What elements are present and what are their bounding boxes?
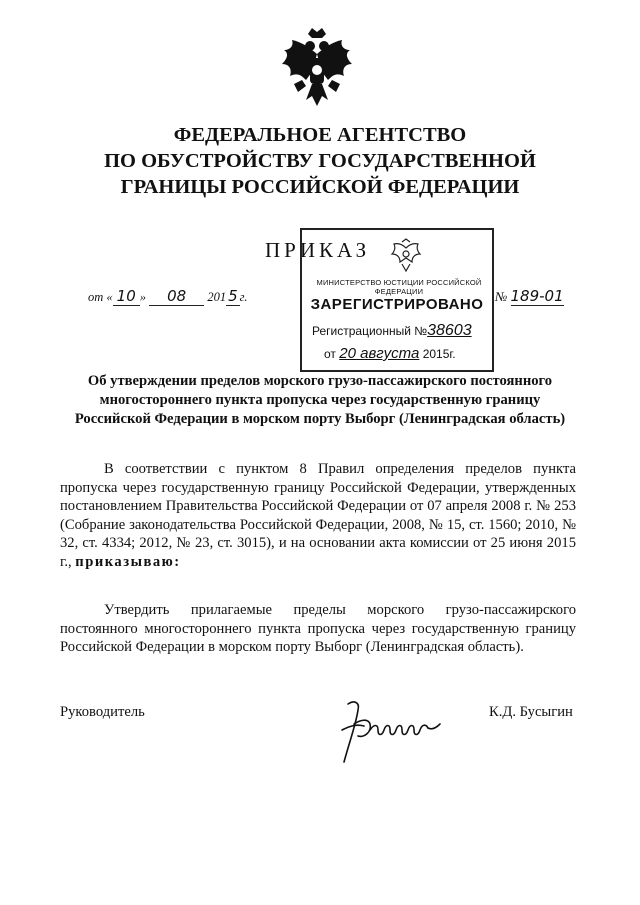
order-command: приказываю: [75,553,181,570]
stamp-ministry: МИНИСТЕРСТВО ЮСТИЦИИ РОССИЙСКОЙ ФЕДЕРАЦИИ [316,278,482,296]
stamp-registered: ЗАРЕГИСТРИРОВАНО [310,296,484,313]
stamp-date-label: от [324,347,336,361]
date-day: 10 [113,287,140,306]
agency-line: ПО ОБУСТРОЙСТВУ ГОСУДАРСТВЕННОЙ [104,150,536,172]
handwritten-signature [320,690,450,770]
order-subject [60,372,580,429]
date-mid: » [139,290,146,304]
subject-line: Об утверждении пределов морского грузо-пассажирского постоянного [87,373,553,389]
registration-stamp [300,228,494,372]
basis-text: В соответствии с пунктом 8 Правил определения пределов пункта пропуска через государственную границу Российской Федерации, утвержденных постановлением Правительства Российской Федерации от 07 апреля 2008 г. № 253 (Собрание законодательства Российской Федерации, 2008, № 15, ст. 1560; 2010, № 32, ст. 4334; 2012, № 23, ст. 3015), и на основании акта комиссии от 25 июня 2015 г., [60,461,576,570]
coat-of-arms-emblem [272,24,362,114]
stamp-date-value: 20 августа [339,345,420,362]
subject-line: Российской Федерации в морском порту Выборг (Ленинградская область) [74,411,566,427]
body-paragraph-approval: Утвердить прилагаемые пределы морского грузо-пассажирского постоянного многостороннего пункта пропуска через государственную границу Российской Федерации в морском порту Выборг (Ленинградская область). [60,602,576,655]
signer-name: К.Д. Бусыгин [489,704,573,720]
agency-line: ГРАНИЦЫ РОССИЙСКОЙ ФЕДЕРАЦИИ [120,176,520,198]
agency-line: ФЕДЕРАЛЬНОЕ АГЕНТСТВО [173,124,467,146]
order-number [495,287,564,305]
date-year-digit: 5 [228,287,238,305]
body-paragraph-basis [60,460,576,571]
agency-name [60,122,580,200]
date-year-prefix: 201 [207,290,227,304]
stamp-reg-label: Регистрационный № [312,324,428,338]
stamp-reg-number-value: 38603 [427,322,472,339]
order-date [88,287,247,305]
subject-line: многостороннего пункта пропуска через государственную границу [99,392,541,408]
stamp-year-label: 2015г. [422,347,456,361]
stamp-reg-date [324,345,456,362]
stamp-emblem-icon [390,238,422,272]
number-value: 189-01 [510,287,564,305]
number-prefix: № [495,289,508,304]
order-title: ПРИКАЗ [265,238,371,262]
date-month: 08 [149,287,204,306]
signer-title: Руководитель [60,704,145,720]
date-prefix: от « [88,290,113,304]
stamp-reg-number [312,322,472,340]
date-year-suffix: г. [239,290,248,304]
